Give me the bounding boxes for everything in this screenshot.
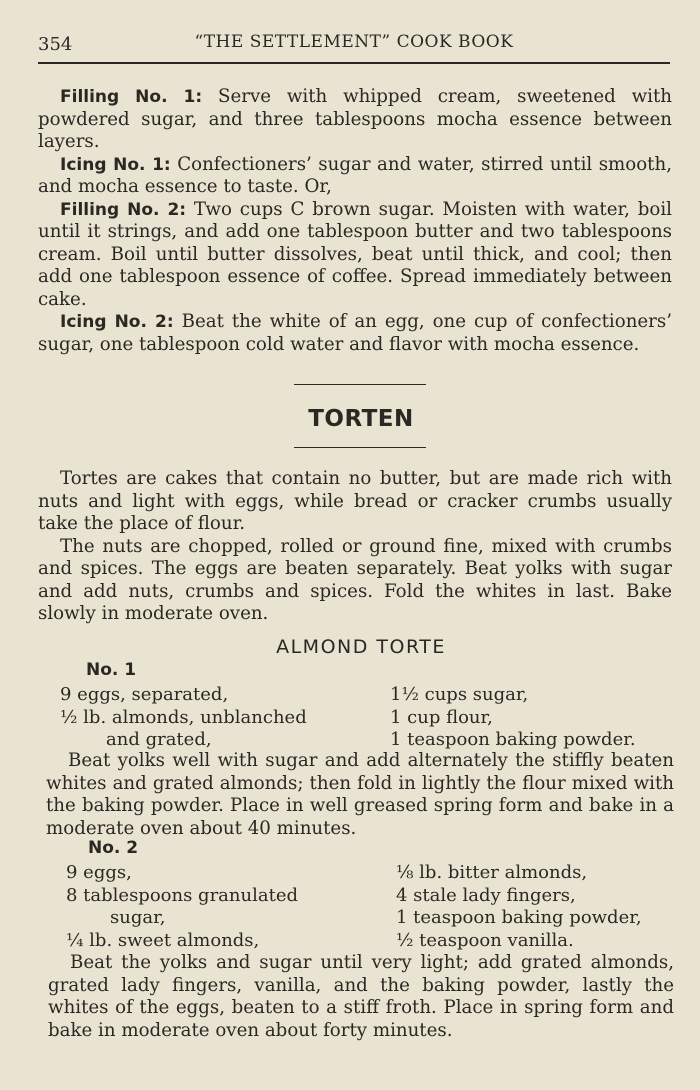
ingredient: ½ teaspoon vanilla. <box>396 929 574 951</box>
variant-1-method <box>46 750 674 840</box>
variant-2-method <box>48 952 674 1042</box>
ingredient: 9 eggs, separated, <box>60 684 229 705</box>
torten-intro <box>38 468 672 626</box>
ingredient: 4 stale lady fingers, <box>396 884 576 906</box>
page-header <box>38 30 670 70</box>
filling-2-paragraph <box>38 199 672 312</box>
ingredient: and grated, <box>106 729 212 750</box>
method-paragraph: Beat the yolks and sugar until very light; add grated almonds, grated lady fingers, vanilla, and the baking powder, lastly the whites of the eggs, beaten to a stiff froth. Place in spring form and bake in moderate oven about forty minutes. <box>48 952 674 1041</box>
icing-1-text: Confectioners’ sugar and water, stirred until smooth, and mocha essence to taste. Or, <box>38 153 672 197</box>
ingredient: ¼ lb. sweet almonds, <box>66 929 260 951</box>
fillings-block <box>38 86 672 356</box>
filling-2-label: Filling No. 2: <box>60 199 187 220</box>
ingredient: 9 eggs, <box>66 862 132 883</box>
icing-2-text: Beat the white of an egg, one cup of confectioners’ sugar, one tablespoon cold water and flavor with mocha essence. <box>38 311 672 355</box>
ingredient: 1 teaspoon baking powder. <box>390 729 636 750</box>
recipe-title: ALMOND TORTE <box>276 636 446 658</box>
icing-2-paragraph <box>38 311 672 356</box>
icing-1-paragraph <box>38 154 672 199</box>
running-title: “THE SETTLEMENT” COOK BOOK <box>194 32 514 52</box>
ingredient: 8 tablespoons granulated <box>66 884 298 906</box>
ingredient: 1 cup flour, <box>390 706 493 728</box>
ingredient: 1 teaspoon baking powder, <box>396 907 642 928</box>
filling-1-text: Serve with whipped cream, sweetened with powdered sugar, and three tablespoons mocha essence between layers. <box>38 86 672 152</box>
ingredient: sugar, <box>110 907 166 928</box>
intro-paragraph-2: The nuts are chopped, rolled or ground fine, mixed with crumbs and spices. The eggs are beaten separately. Beat yolks with sugar and add nuts, crumbs and spices. Fold the whites in last. Bake slowly in moderate oven. <box>38 535 672 624</box>
variant-2-label: No. 2 <box>88 838 139 858</box>
variant-1-label: No. 1 <box>86 660 137 680</box>
ingredient: ½ lb. almonds, unblanched <box>60 706 307 728</box>
icing-1-label: Icing No. 1: <box>60 154 171 175</box>
ingredient: 1½ cups sugar, <box>390 684 529 705</box>
divider-bottom <box>294 447 426 448</box>
intro-paragraph-1: Tortes are cakes that contain no butter, but are made rich with nuts and light with eggs, while bread or cracker crumbs usually take the place of flour. <box>38 468 672 534</box>
icing-2-label: Icing No. 2: <box>60 312 174 332</box>
section-title: TORTEN <box>308 406 414 432</box>
filling-1-label: Filling No. 1: <box>60 87 203 107</box>
page-number: 354 <box>38 34 73 55</box>
filling-2-text: Two cups C brown sugar. Moisten with water, boil until it strings, and add one tablespoon butter and two tablespoons cream. Boil until butter dissolves, beat until thick, and cool; then add one tablespoon essence of coffee. Spread immediately between cake. <box>38 198 672 310</box>
divider-top <box>294 384 426 385</box>
method-paragraph: Beat yolks well with sugar and add alternately the stiffly beaten whites and grated almonds; then fold in lightly the flour mixed with the baking powder. Place in well greased spring form and bake in a moderate oven about 40 minutes. <box>46 750 674 839</box>
header-rule <box>38 62 670 64</box>
filling-1-paragraph <box>38 86 672 154</box>
variant-1-ingredients <box>60 684 680 752</box>
variant-2-ingredients <box>66 862 686 952</box>
ingredient: ⅛ lb. bitter almonds, <box>396 862 588 883</box>
